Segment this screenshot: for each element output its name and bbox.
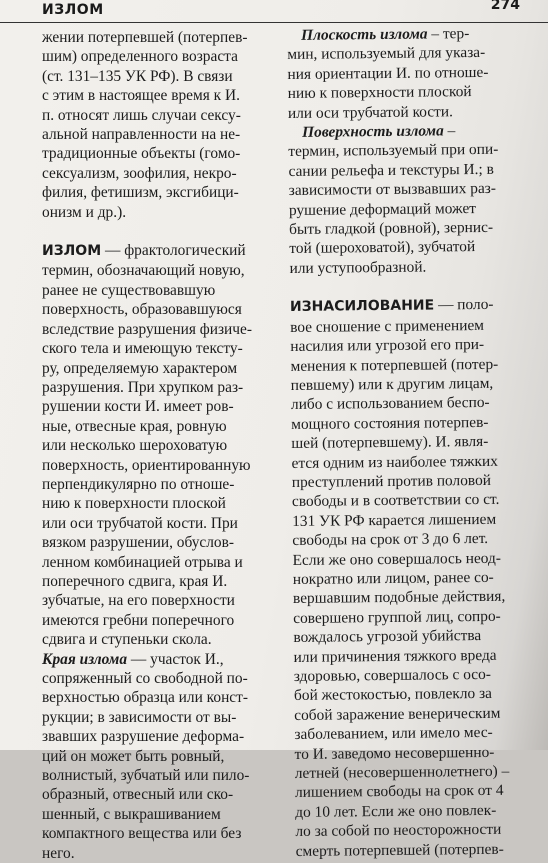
text-line: него.: [42, 844, 75, 862]
text-line: мощного состояния потерпев-: [291, 413, 489, 433]
text-line: термин, используемый при опи-: [288, 141, 499, 161]
text-line: поверхность, образовавшуюся: [42, 301, 242, 319]
text-line: преступлений против половой: [291, 471, 492, 491]
text-line: рушение деформаций может: [288, 199, 477, 219]
text-line: зубчатые, на его поверхности: [42, 592, 235, 610]
text-line: звавших разрушение деформа-: [42, 728, 245, 746]
text-line: вязком разрушении, обуслов-: [42, 534, 235, 552]
text-line: свободы на срок от 3 до 6 лет.: [292, 530, 489, 550]
text-line: онизм и др.).: [42, 203, 127, 221]
text-line: (ст. 131–135 УК РФ). В связи: [42, 67, 233, 85]
text-line: ния ориентации И. по отноше-: [287, 63, 489, 83]
paragraph-gap: [290, 276, 518, 297]
entry-first-line: [42, 650, 274, 669]
text-line: насилия или угрозой его при-: [290, 336, 485, 356]
text-line: летней (несовершеннолетнего) –: [294, 762, 510, 782]
entry-term: ИЗЛОМ: [42, 243, 102, 260]
text-line: п. относят лишь случаи сексу-: [42, 106, 241, 124]
entry-definition-start: –: [443, 122, 456, 140]
text-line: альной направленности на не-: [42, 126, 241, 144]
text-line: сексуализм, зоофилия, некро-: [42, 164, 237, 182]
text-line: традиционные объекты (гомо-: [42, 145, 241, 163]
text-line: бой жестокостью, повлекло за: [293, 685, 493, 705]
text-line: рушении кости И. имеет ров-: [42, 398, 234, 416]
entry-first-line: [42, 241, 274, 261]
text-line: 131 УК РФ карается лишением: [292, 510, 497, 530]
text-line: с этим в настоящее время к И.: [42, 87, 240, 105]
text-line: поперечного сдвига, края И.: [42, 572, 228, 590]
text-line: верхностью образца или конст-: [42, 689, 248, 707]
text-line: ского тела и имеющую тексту-: [42, 340, 243, 358]
running-header: [0, 0, 548, 23]
text-line: заболеванием, или имело мес-: [294, 724, 493, 744]
entry-definition-start: — фрактологический: [101, 242, 246, 260]
text-line: смерть потерпевшей (потерпев-: [295, 840, 504, 860]
text-line: сопряженный со свободной по-: [42, 670, 248, 687]
entry-iznasilovanie: [290, 295, 524, 861]
text-line: певшему) или к другим лицам,: [290, 374, 494, 394]
header-title: ИЗЛОМ: [42, 2, 104, 18]
text-line: совершено группой лиц, сопро-: [293, 607, 501, 627]
text-line: Если же оно совершалось неод-: [292, 549, 502, 569]
text-line: вождалось угрозой убийства: [293, 627, 482, 647]
text-line: термин, обозначающий новую,: [42, 262, 245, 280]
text-line: быть гладкой (ровной), зернис-: [289, 218, 494, 239]
text-line: или оси трубчатой кости.: [287, 102, 454, 122]
entry-first-line: [290, 295, 518, 318]
text-line: компактного вещества или без: [42, 825, 242, 843]
text-line: нию к поверхности плоской: [287, 83, 472, 103]
text-line: разрушения. При хрупком раз-: [42, 378, 244, 396]
text-line: ранее не существовавшую: [42, 281, 216, 299]
text-line: поверхность, ориентированную: [42, 456, 251, 474]
entry-definition-start: – тер-: [427, 25, 470, 43]
page-number: 274: [490, 0, 520, 13]
text-line: вое сношение с применением: [290, 316, 485, 336]
text-line: здоровью, совершалось с осо-: [293, 665, 492, 685]
text-line: ру, определяемую характером: [42, 359, 238, 377]
text-line: шим) определенного возраста: [42, 48, 238, 66]
text-line: ется одним из наиболее тяжких: [291, 452, 498, 472]
entry-ploskost-izloma: [287, 24, 516, 123]
text-line: вершавшим подобные действия,: [292, 588, 506, 608]
paragraph-gap: [42, 222, 274, 241]
text-line: свободы и в соответствии со ст.: [291, 491, 500, 511]
entry-term: Края излома: [42, 650, 128, 668]
text-line: либо с использованием беспо-: [290, 394, 490, 414]
text-line: или уступообразной.: [289, 258, 427, 277]
text-line: ленном комбинацией отрыва и: [42, 553, 243, 571]
text-line: жении потерпевшей (потерпев-: [42, 29, 248, 46]
text-line: ций он может быть ровный,: [42, 747, 225, 765]
text-line: то И. заведомо несовершенно-: [294, 743, 495, 763]
entry-definition-start: — участок И.,: [127, 650, 224, 668]
text-line: зависимости от вызвавших раз-: [288, 180, 497, 200]
continuation-paragraph: [42, 28, 274, 222]
text-line: рукции; в зависимости от вы-: [42, 708, 237, 726]
text-line: или оси трубчатой кости. При: [42, 514, 238, 532]
text-line: собой заражение венерическим: [294, 704, 501, 724]
entry-term: Плоскость излома: [301, 25, 428, 44]
text-line: той (шероховатой), зубчатой: [289, 238, 476, 258]
entry-first-line: [288, 121, 516, 143]
text-line: или причинения тяжкого вреда: [293, 646, 497, 666]
text-line: перпендикулярно по отноше-: [42, 475, 235, 493]
text-line: нократно или лицом, ранее со-: [292, 568, 494, 588]
left-column: [42, 28, 274, 863]
entry-term: Поверхность излома: [302, 122, 444, 141]
text-line: сании рельефа и текстуры И.; в: [288, 160, 494, 180]
text-line: вследствие разрушения физиче-: [42, 320, 252, 338]
text-line: нию к поверхности плоской: [42, 495, 226, 513]
text-line: или несколько шероховатую: [42, 437, 228, 455]
text-line: филия, фетишизм, эксгибици-: [42, 184, 239, 202]
entry-first-line: [287, 24, 515, 46]
entry-izlom: [42, 241, 274, 650]
entry-poverkhnost-izloma: [288, 121, 518, 279]
right-column: [287, 24, 524, 861]
text-line: ные, отвесные края, ровную: [42, 417, 227, 435]
text-line: шей (потерпевшему). И. явля-: [291, 433, 489, 453]
text-line: имеются гребни поперечного: [42, 611, 235, 629]
text-line: шенный, с выкрашиванием: [42, 805, 221, 823]
text-line: лишением свободы на срок от 4: [294, 782, 504, 802]
text-line: до 10 лет. Если же оно повлек-: [295, 801, 497, 821]
entry-definition-start: — поло-: [434, 296, 494, 314]
entry-kraya-izloma: [42, 650, 274, 863]
text-line: волнистый, зубчатый или пило-: [42, 767, 250, 785]
entry-term: ИЗНАСИЛОВАНИЕ: [289, 297, 435, 316]
text-line: образный, отвесный или ско-: [42, 786, 234, 804]
text-line: менения к потерпевшей (потер-: [290, 355, 499, 375]
text-line: сдвига и ступеньки скола.: [42, 631, 212, 649]
text-line: ло за собой по неосторожности: [295, 821, 502, 841]
text-line: мин, используемый для указа-: [287, 44, 486, 64]
